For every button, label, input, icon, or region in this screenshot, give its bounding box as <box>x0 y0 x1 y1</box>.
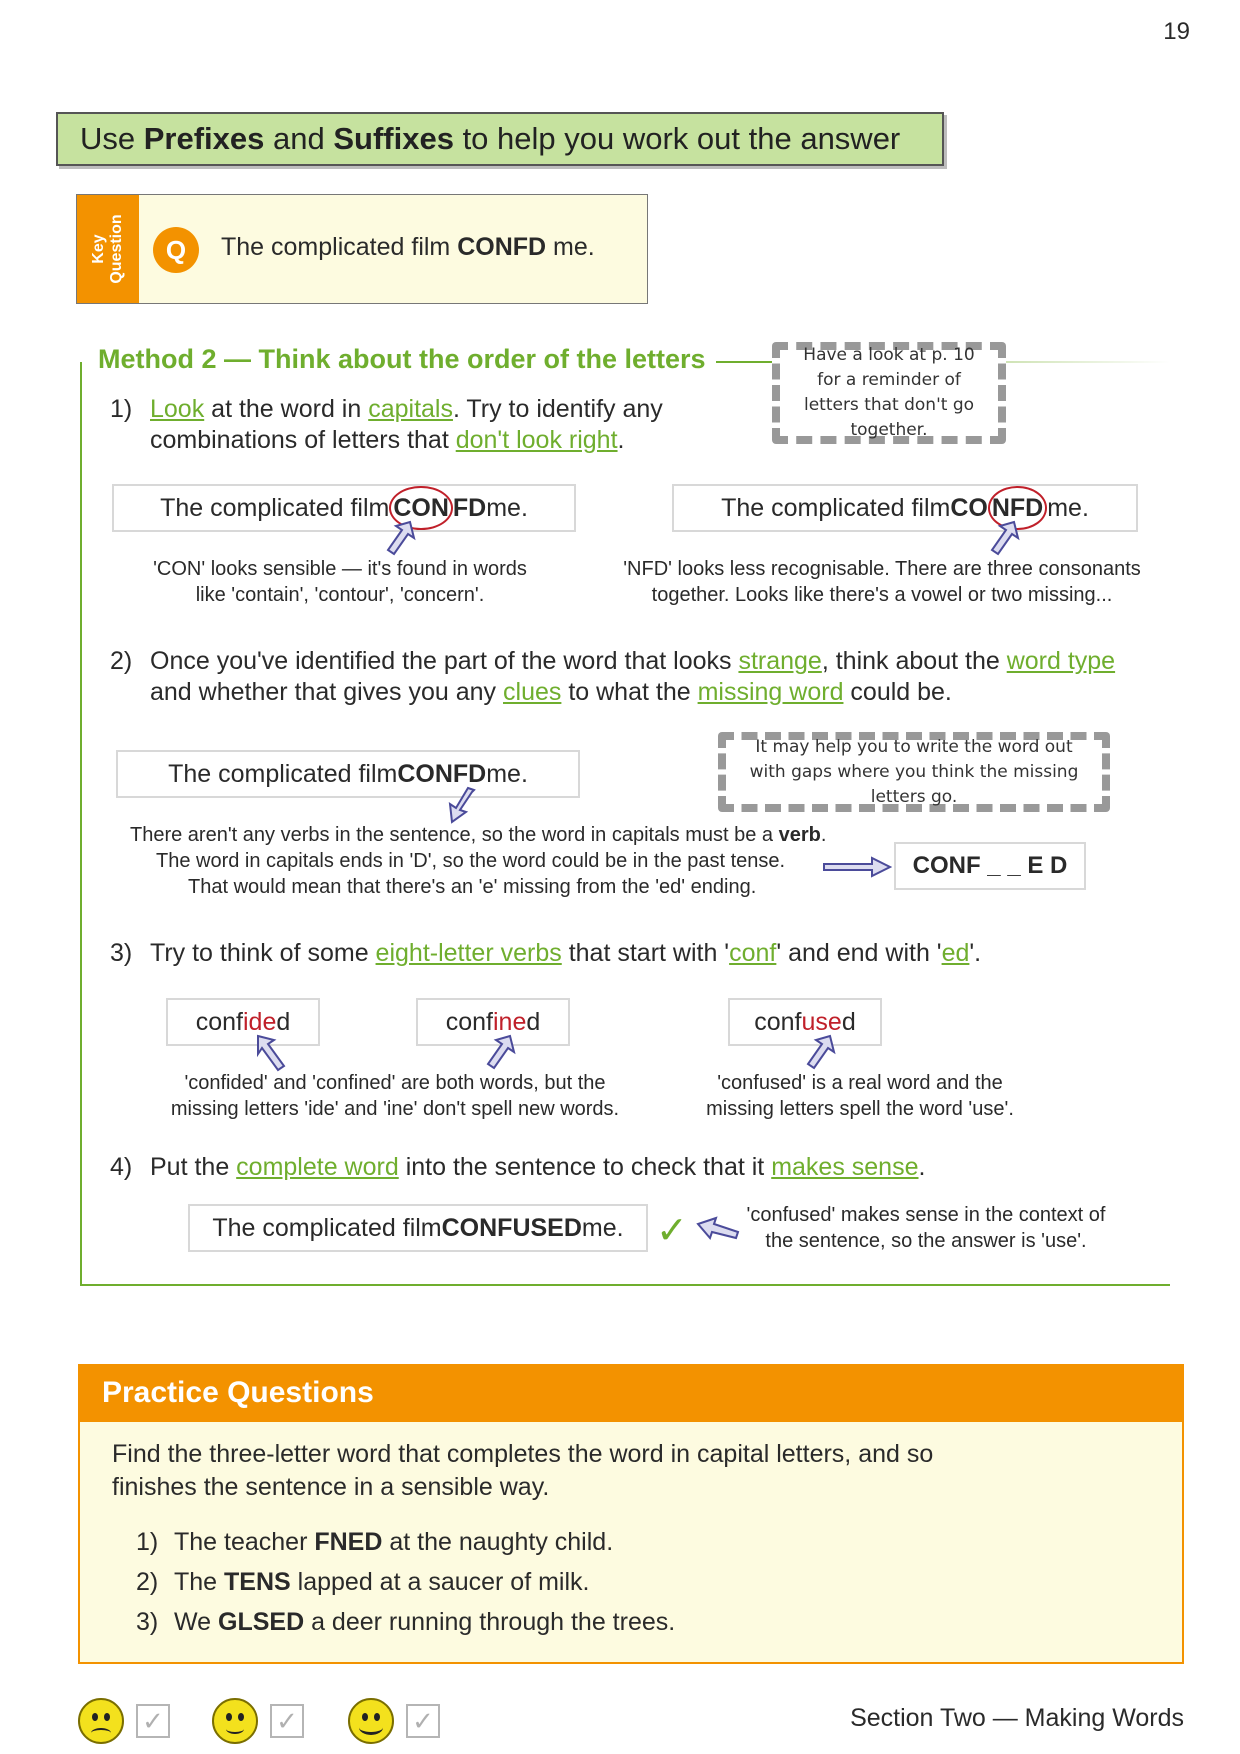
step-2-t2: , think about the <box>821 647 1007 675</box>
step-1-t3: combinations of letters that <box>150 426 456 454</box>
example-1-caption: 'CON' looks sensible — it's found in words like 'contain', 'contour', 'concern'. <box>153 558 527 606</box>
step-3-t2: that start with ' <box>561 939 730 967</box>
kw-makes-sense: makes sense <box>771 1153 919 1181</box>
step-2-t4: to what the <box>561 678 698 706</box>
practice-item-2 <box>136 1568 590 1597</box>
opt1-b: ide <box>242 1007 277 1036</box>
kw-strange: strange <box>738 647 822 675</box>
pq2-pre: The <box>174 1568 225 1596</box>
opt2-a: conf <box>445 1007 493 1036</box>
banner-text-3: to help you work out the answer <box>453 121 901 156</box>
tip-1-text: Have a look at p. 10 for a reminder of letters that don't go together. <box>803 345 975 440</box>
opt2-c: d <box>526 1007 541 1036</box>
example-4-caption: 'confused' makes sense in the context of the sentence, so the answer is 'use'. <box>746 1204 1106 1252</box>
ex1-circled: CON <box>389 486 453 530</box>
ex3-pre: The complicated film <box>168 759 398 788</box>
practice-panel <box>78 1364 1184 1664</box>
banner-bold-2: Suffixes <box>333 121 454 156</box>
example-3-line-3: That would mean that there's an 'e' missing from the 'ed' ending. <box>188 876 757 898</box>
ex2-start: CO <box>950 493 988 522</box>
ex1-post: me. <box>486 493 528 522</box>
ex2-post: me. <box>1047 493 1089 522</box>
opt3-c: d <box>841 1007 856 1036</box>
kq-word: CONFD <box>457 233 547 261</box>
footer-section: Section Two — Making Words <box>850 1704 1184 1732</box>
ex3-l1b: verb <box>778 824 821 846</box>
method-title: Method 2 — Think about the order of the letters <box>98 344 716 375</box>
opt2-b: ine <box>492 1007 527 1036</box>
options-caption-1: 'confided' and 'confined' are both words, but the missing letters 'ide' and 'ine' don't spell new words. <box>170 1072 620 1120</box>
pq3-pre: We <box>174 1608 218 1636</box>
step-2-t5: could be. <box>843 678 952 706</box>
pq3-num: 3) <box>136 1608 159 1636</box>
pq1-pre: The teacher <box>174 1528 315 1556</box>
step-1 <box>110 394 132 425</box>
ex3-l1c: . <box>820 824 827 846</box>
practice-title: Practice Questions <box>102 1376 374 1409</box>
step-4-t2: into the sentence to check that it <box>398 1153 772 1181</box>
opt3-b: use <box>801 1007 842 1036</box>
arrow-icon <box>254 1034 288 1074</box>
example-2-caption: 'NFD' looks less recognisable. There are three consonants together. Looks like there's a vowel or two missing... <box>623 558 1141 606</box>
example-1-sentence <box>112 484 576 532</box>
practice-item-1 <box>136 1528 613 1557</box>
opt3-a: conf <box>754 1007 802 1036</box>
title-banner <box>56 112 944 166</box>
options-caption-2: 'confused' is a real word and the missing letters spell the word 'use'. <box>706 1072 1014 1120</box>
example-4-sentence <box>188 1204 648 1252</box>
example-3-line-2: The word in capitals ends in 'D', so the word could be in the past tense. <box>156 850 786 872</box>
example-3-sentence <box>116 750 580 798</box>
pq2-post: lapped at a saucer of milk. <box>290 1568 590 1596</box>
banner-bold-1: Prefixes <box>143 121 265 156</box>
step-1-t1: at the word in <box>204 395 369 423</box>
key-question-label: Key Question <box>90 214 125 284</box>
gap-word: CONF _ _ E D <box>912 852 1068 879</box>
ex3-post: me. <box>486 759 528 788</box>
ex2-pre: The complicated film <box>721 493 951 522</box>
banner-text-2: and <box>264 121 334 156</box>
kw-clues: clues <box>503 678 562 706</box>
step-1-t2: . Try to identify any <box>452 395 663 423</box>
pq2-word: TENS <box>224 1568 291 1596</box>
key-question-box <box>76 194 648 304</box>
step-3-t1: Try to think of some <box>150 939 376 967</box>
right-arrow-icon <box>822 856 892 878</box>
tip-box-2 <box>718 732 1110 812</box>
gap-word-box <box>894 842 1086 890</box>
arrow-icon <box>484 1034 518 1074</box>
step-3-text <box>150 938 981 969</box>
ex4-pre: The complicated film <box>212 1213 442 1242</box>
step-4-number: 4) <box>110 1153 133 1181</box>
step-3-number: 3) <box>110 939 133 967</box>
sad-face-icon[interactable] <box>78 1698 124 1744</box>
left-arrow-icon <box>696 1214 740 1242</box>
kw-conf: conf <box>729 939 777 967</box>
step-2-number: 2) <box>110 647 133 675</box>
key-question-tab <box>77 195 139 303</box>
arrow-icon <box>446 786 480 826</box>
pq2-num: 2) <box>136 1568 159 1596</box>
kw-look: Look <box>150 395 205 423</box>
step-2-t3: and whether that gives you any <box>150 678 504 706</box>
kw-capitals: capitals <box>368 395 453 423</box>
pq1-num: 1) <box>136 1528 159 1556</box>
step-4-text <box>150 1152 925 1183</box>
checkbox-3[interactable]: ✓ <box>406 1704 440 1738</box>
step-1-text <box>150 394 663 456</box>
kq-pre: The complicated film <box>221 233 458 261</box>
arrow-icon <box>384 520 418 560</box>
arrow-icon <box>988 520 1022 560</box>
ex3-l1a: There aren't any verbs in the sentence, so the word in capitals must be a <box>130 824 779 846</box>
step-3-t3: ' and end with ' <box>776 939 942 967</box>
step-1-t4: . <box>617 426 625 454</box>
neutral-face-icon[interactable] <box>212 1698 258 1744</box>
opt1-c: d <box>276 1007 291 1036</box>
pq1-word: FNED <box>314 1528 383 1556</box>
method-top-line-right <box>1005 361 1170 363</box>
kw-complete-word: complete word <box>236 1153 399 1181</box>
example-2-sentence <box>672 484 1138 532</box>
step-3-t4: '. <box>969 939 982 967</box>
step-4-t1: Put the <box>150 1153 237 1181</box>
ex2-circled: NFD <box>988 486 1047 530</box>
kw-eight-letter-verbs: eight-letter verbs <box>375 939 562 967</box>
checkbox-2[interactable]: ✓ <box>270 1704 304 1738</box>
tip-box-1 <box>772 342 1006 444</box>
pq3-word: GLSED <box>218 1608 305 1636</box>
step-2-t1: Once you've identified the part of the word that looks <box>150 647 739 675</box>
ex3-word: CONFD <box>397 759 487 788</box>
step-4-t3: . <box>918 1153 926 1181</box>
ex1-rest: FD <box>452 493 487 522</box>
ex1-pre: The complicated film <box>160 493 390 522</box>
practice-item-3 <box>136 1608 675 1637</box>
kw-word-type: word type <box>1006 647 1116 675</box>
banner-text-1: Use <box>80 121 144 156</box>
kw-ed: ed <box>941 939 970 967</box>
example-3-line-1 <box>130 824 826 847</box>
page-number: 19 <box>1163 18 1190 45</box>
tick-icon: ✓ <box>656 1208 688 1252</box>
checkbox-1[interactable]: ✓ <box>136 1704 170 1738</box>
pq1-post: at the naughty child. <box>382 1528 614 1556</box>
option-confided <box>166 998 320 1046</box>
tip-2-text: It may help you to write the word out with gaps where you think the missing letters go. <box>749 736 1079 807</box>
pq3-post: a deer running through the trees. <box>304 1608 676 1636</box>
kq-post: me. <box>546 233 595 261</box>
step-1-number: 1) <box>110 395 133 423</box>
ex4-post: me. <box>581 1213 624 1242</box>
practice-intro: Find the three-letter word that completes the word in capital letters, and so finishes the sentence in a sensible way. <box>112 1440 934 1501</box>
kw-missing-word: missing word <box>697 678 844 706</box>
kw-dont-look-right: don't look right <box>455 426 618 454</box>
practice-header <box>80 1366 1182 1422</box>
key-question-text <box>221 233 595 262</box>
step-2-text <box>150 646 1170 708</box>
happy-face-icon[interactable] <box>348 1698 394 1744</box>
arrow-icon <box>804 1034 838 1074</box>
ex4-word: CONFUSED <box>441 1213 582 1242</box>
question-badge: Q <box>153 227 199 273</box>
opt1-a: conf <box>195 1007 243 1036</box>
